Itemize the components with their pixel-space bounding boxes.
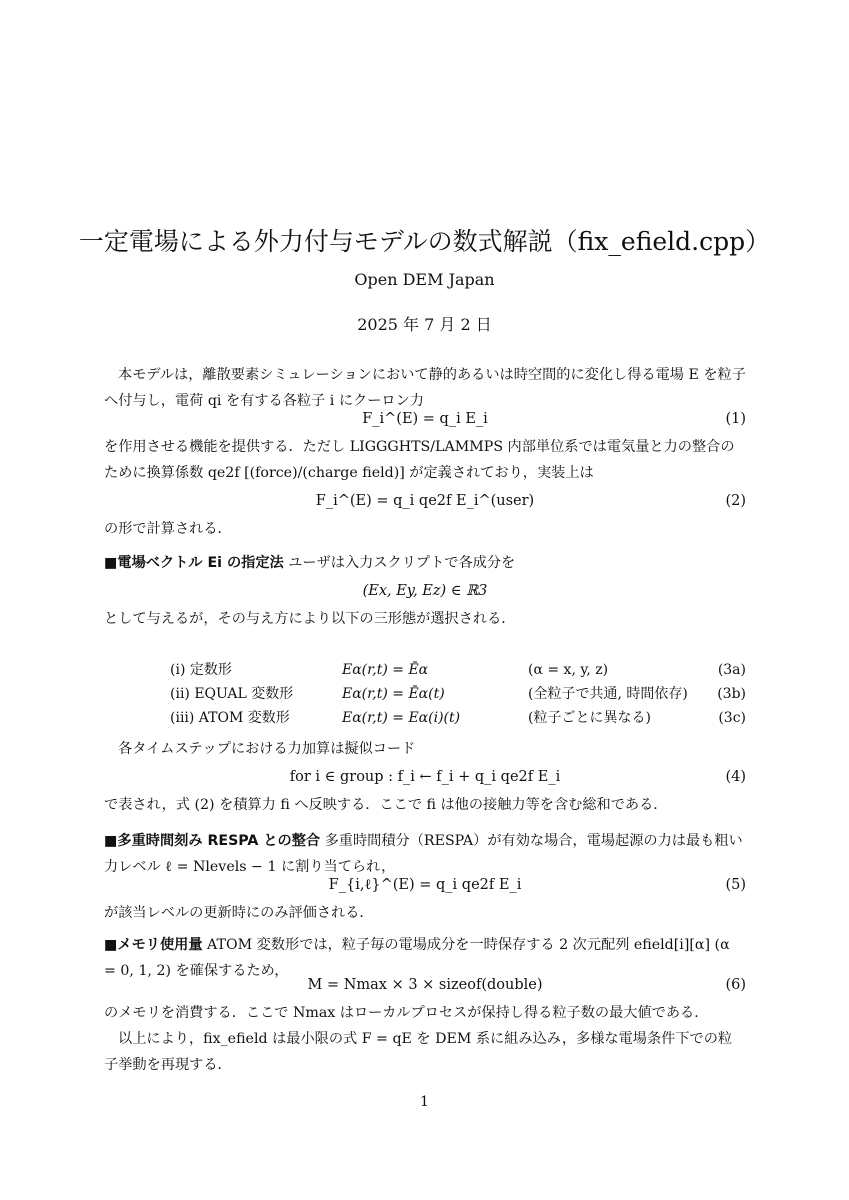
equation-1 (104, 406, 746, 432)
case-row-constant (104, 658, 746, 682)
case-note: (α = x, y, z) (528, 662, 609, 678)
pseudocode-intro: 各タイムステップにおける力加算は擬似コード (118, 741, 416, 757)
case-formula: Eα(r,t) = Ēα(t) (342, 686, 445, 702)
after-equation-5: が該当レベルの更新時にのみ評価される． (104, 905, 374, 921)
case-label: (ii) EQUAL 変数形 (170, 686, 294, 702)
case-row-equal (104, 682, 746, 706)
equation-vector-body: (Ex, Ey, Ez) ∈ ℝ3 (362, 583, 488, 599)
intro-paragraph-3: の形で計算される． (104, 521, 232, 537)
equation-5-number: (5) (725, 877, 746, 893)
equation-5 (104, 872, 746, 898)
equation-4-body: for i ∈ group : f_i ← f_i + q_i qe2f E_i (289, 769, 561, 785)
section-2-heading: ■多重時間刻み RESPA との整合 (104, 833, 321, 849)
equation-2-body: F_i^(E) = q_i qe2f E_i^(user) (315, 493, 535, 509)
equation-2 (104, 488, 746, 514)
conclusion-paragraph: 以上により，fix_efield は最小限の式 F = qE を DEM 系に組み込み，多様な電場条件下での粒子挙動を再現する． (104, 1031, 733, 1073)
document-title: 一定電場による外力付与モデルの数式解説（fix_efield.cpp） (78, 227, 771, 256)
intro-paragraph-2: を作用させる機能を提供する．ただし LIGGGHTS/LAMMPS 内部単位系では電気量と力の整合のために換算係数 qe2f [(force)/(charge field)] が定義されており，実装上は (104, 439, 735, 481)
case-number: (3b) (717, 686, 746, 702)
section-1-text: ユーザは入力スクリプトで各成分を (288, 555, 516, 571)
equation-6 (104, 972, 746, 998)
case-row-atom (104, 706, 746, 730)
equation-2-number: (2) (725, 493, 746, 509)
section-3-heading: ■メモリ使用量 (104, 937, 203, 953)
section-3-text: ATOM 変数形では，粒子毎の電場成分を一時保存する 2 次元配列 efield[i][α] (α = 0, 1, 2) を確保するため， (104, 937, 730, 979)
section-1-text-2: として与えるが，その与え方により以下の三形態が選択される． (104, 611, 516, 627)
equation-4 (104, 764, 746, 790)
equation-5-body: F_{i,ℓ}^(E) = q_i qe2f E_i (328, 877, 522, 893)
case-note: (全粒子で共通, 時間依存) (528, 686, 688, 702)
equation-1-number: (1) (725, 411, 746, 427)
section-2-text: 多重時間積分（RESPA）が有効な場合，電場起源の力は最も粗い力レベル ℓ = Nlevels − 1 に割り当てられ， (104, 833, 743, 875)
case-number: (3a) (717, 662, 746, 678)
case-label: (i) 定数形 (170, 662, 232, 678)
equation-4-number: (4) (725, 769, 746, 785)
equation-6-body: M = Nmax × 3 × sizeof(double) (307, 977, 543, 993)
document-author: Open DEM Japan (354, 270, 495, 289)
equation-6-number: (6) (725, 977, 746, 993)
page-number: 1 (420, 1094, 429, 1110)
case-formula: Eα(r,t) = Eα(i)(t) (342, 710, 461, 726)
after-equation-6: のメモリを消費する．ここで Nmax はローカルプロセスが保持し得る粒子数の最大値である． (104, 1005, 709, 1021)
document-date: 2025 年 7 月 2 日 (357, 315, 492, 334)
case-formula: Eα(r,t) = Ēα (342, 662, 429, 678)
case-note: (粒子ごとに異なる) (528, 710, 651, 726)
equation-vector (104, 578, 746, 604)
case-number: (3c) (718, 710, 746, 726)
case-label: (iii) ATOM 変数形 (170, 710, 290, 726)
section-1-heading: ■電場ベクトル Ei の指定法 (104, 555, 284, 571)
intro-paragraph-1: 本モデルは，離散要素シミュレーションにおいて静的あるいは時空間的に変化し得る電場 E を粒子へ付与し，電荷 qi を有する各粒子 i にクーロン力 (104, 367, 746, 409)
equation-1-body: F_i^(E) = q_i E_i (362, 411, 488, 427)
after-equation-4: で表され，式 (2) を積算力 fi へ反映する．ここで fi は他の接触力等を含む総和である． (104, 797, 668, 813)
section-electric-field-spec (104, 550, 746, 576)
